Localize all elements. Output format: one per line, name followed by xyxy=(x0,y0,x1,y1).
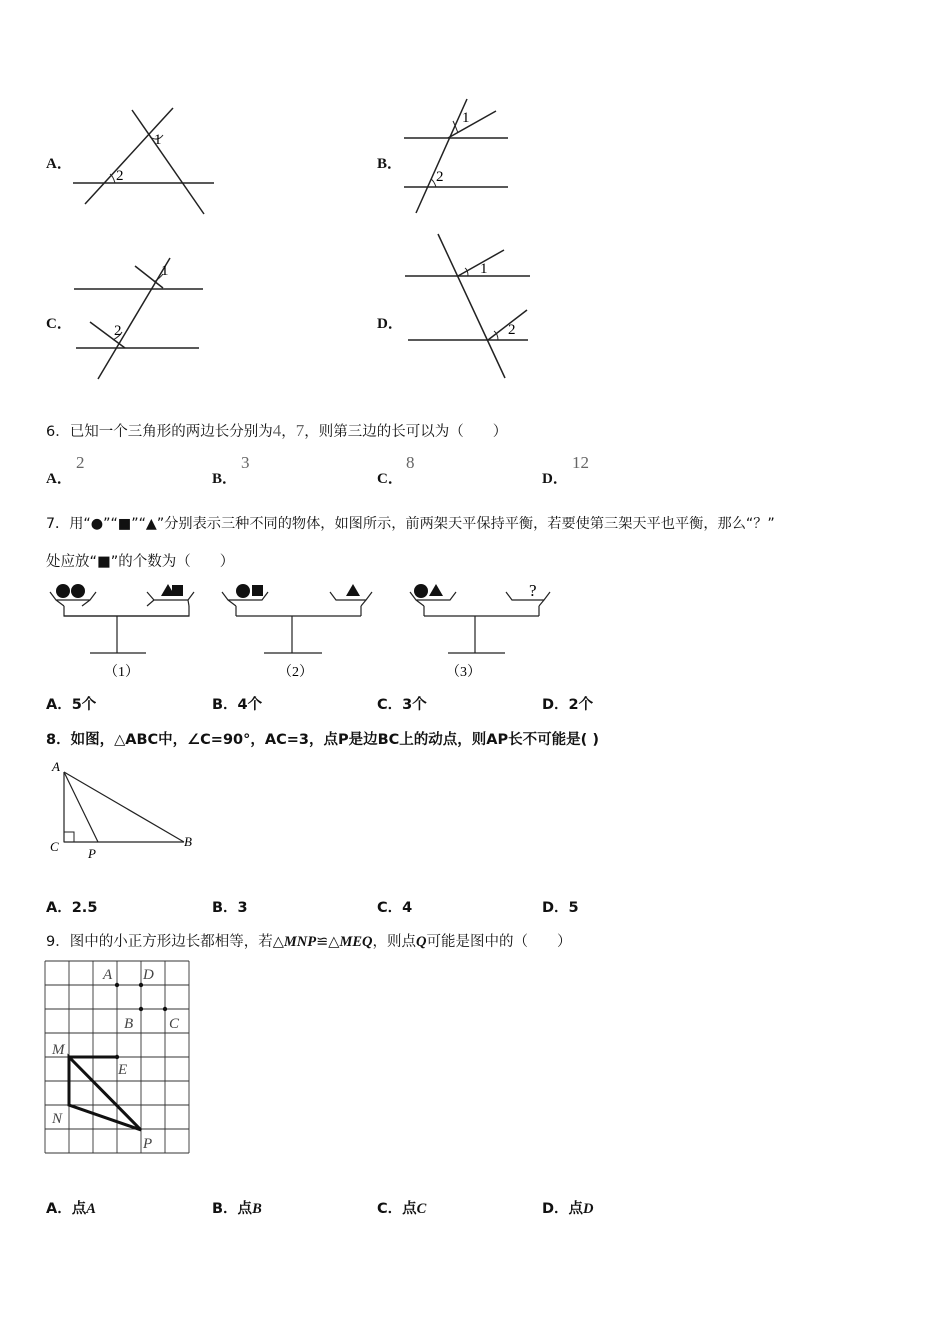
q5c-angle-2: 2 xyxy=(114,323,122,339)
grid-point-e: E xyxy=(118,1062,128,1078)
grid-point-m: M xyxy=(52,1042,65,1058)
grid-point-d: D xyxy=(143,967,154,983)
q5-figure-d xyxy=(400,228,535,383)
q7-option-b: B．4个 xyxy=(212,697,263,713)
q6-stem: 6．已知一个三角形的两边长分别为4，7，则第三边的长可以为（ ） xyxy=(46,421,508,440)
q5-option-d-label: D． xyxy=(377,316,403,332)
point-c-label: C xyxy=(50,839,59,854)
square-object-icon xyxy=(252,585,263,596)
q9-option-b: B．点B xyxy=(212,1201,262,1217)
q8-stem: 8．如图，△ABC中，∠C=90°，AC=3，点P是边BC上的动点，则AP长不可能是( ) xyxy=(46,732,599,748)
grid-point-n: N xyxy=(52,1111,63,1127)
q5a-angle-2: 2 xyxy=(116,168,124,184)
q6-option-b-label: B． xyxy=(212,471,238,487)
q6-option-a-label: A． xyxy=(46,471,72,487)
point-b-label: B xyxy=(184,834,192,849)
q7-option-c: C．3个 xyxy=(377,697,427,713)
q6-option-b-value: 3 xyxy=(241,453,250,472)
q7-option-d: D．2个 xyxy=(542,697,594,713)
q5b-angle-1: 1 xyxy=(462,110,470,126)
grid-point-c: C xyxy=(169,1016,180,1032)
q5c-angle-1: 1 xyxy=(161,263,169,279)
q8-option-b: B．3 xyxy=(212,900,248,916)
q5-option-b-label: B． xyxy=(377,156,403,172)
q6-option-d-value: 12 xyxy=(572,453,589,472)
square-object-icon xyxy=(172,585,183,596)
q6-option-c-value: 8 xyxy=(406,453,415,472)
q7-balance-figures xyxy=(44,578,564,683)
q7-option-a: A．5个 xyxy=(46,697,97,713)
circle-object-icon xyxy=(71,584,85,598)
question-mark: ? xyxy=(529,581,537,600)
grid-point-b: B xyxy=(124,1016,134,1032)
q5-figure-c xyxy=(70,252,210,384)
balance-1-caption: （1） xyxy=(104,665,139,680)
q6-option-d-label: D． xyxy=(542,471,568,487)
q5-option-a-label: A． xyxy=(46,156,72,172)
q7-stem-line2: 处应放“■”的个数为（ ） xyxy=(46,554,235,570)
balance-3 xyxy=(410,581,550,680)
q5b-angle-2: 2 xyxy=(436,169,444,185)
q7-stem-line1: 7．用“●”“■”“▲”分别表示三种不同的物体，如图所示，前两架天平保持平衡，若要使第三架天平也平衡，那么“？” xyxy=(46,516,775,532)
balance-2 xyxy=(222,584,372,680)
q9-option-a: A．点A xyxy=(46,1201,96,1217)
q5a-angle-1: 1 xyxy=(154,132,162,148)
q5-figure-a xyxy=(70,100,220,220)
point-a-label: A xyxy=(52,759,60,774)
q5d-angle-2: 2 xyxy=(508,322,516,338)
circle-object-icon xyxy=(414,584,428,598)
q9-stem: 9．图中的小正方形边长都相等，若△MNP≌△MEQ，则点Q可能是图中的（ ） xyxy=(46,934,572,950)
balance-3-caption: （3） xyxy=(446,665,481,680)
triangle-object-icon xyxy=(346,584,360,596)
q5d-angle-1: 1 xyxy=(480,261,488,277)
q8-triangle-figure xyxy=(46,756,206,866)
q9-grid-figure xyxy=(44,960,194,1160)
balance-1 xyxy=(50,584,194,680)
grid-point-p: P xyxy=(143,1136,153,1152)
q8-option-d: D．5 xyxy=(542,900,579,916)
circle-object-icon xyxy=(236,584,250,598)
q5-option-c-label: C． xyxy=(46,316,72,332)
circle-object-icon xyxy=(56,584,70,598)
q6-option-c-label: C． xyxy=(377,471,403,487)
q9-option-d: D．点D xyxy=(542,1201,594,1217)
q9-option-c: C．点C xyxy=(377,1201,427,1217)
q6-option-a-value: 2 xyxy=(76,453,85,472)
q5-figure-b xyxy=(400,95,515,220)
q8-option-a: A．2.5 xyxy=(46,900,98,916)
balance-2-caption: （2） xyxy=(278,665,313,680)
q8-option-c: C．4 xyxy=(377,900,413,916)
grid-point-a: A xyxy=(103,967,113,983)
triangle-object-icon xyxy=(429,584,443,596)
point-p-label: P xyxy=(88,846,96,861)
